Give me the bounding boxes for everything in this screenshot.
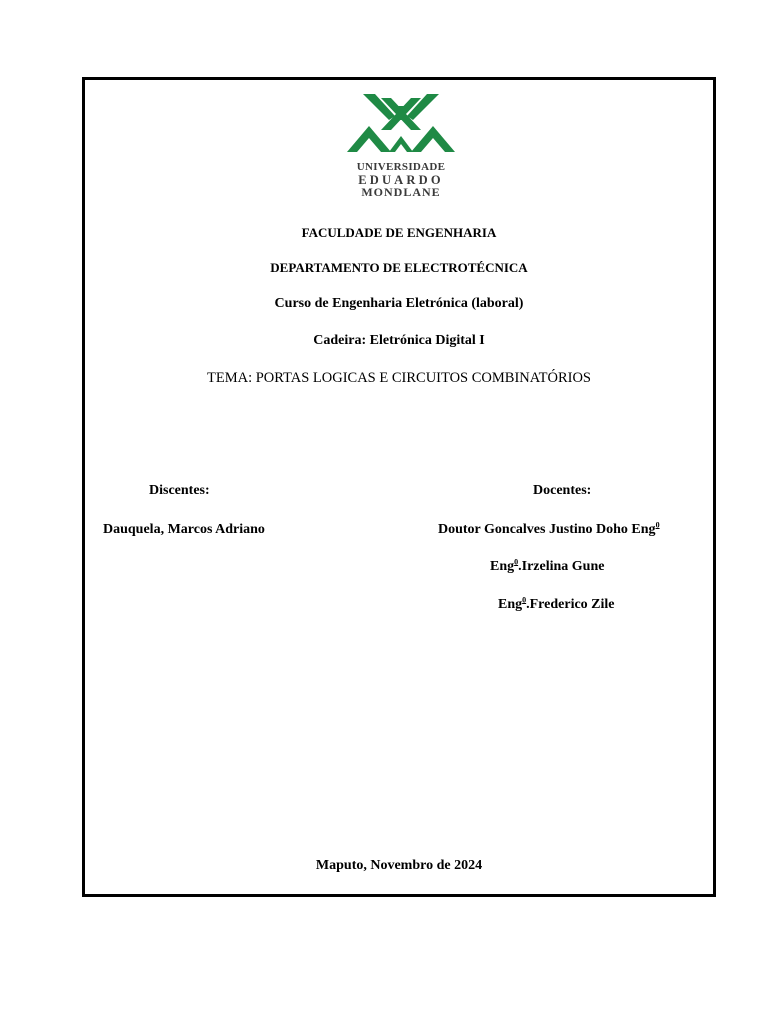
- teacher-2-title-sup: 0: [514, 557, 519, 567]
- teacher-3-title-sup: 0: [522, 595, 527, 605]
- logo-text-line1: UNIVERSIDADE: [356, 161, 446, 173]
- course-title: Curso de Engenharia Eletrónica (laboral): [274, 296, 524, 311]
- place-and-date: Maputo, Novembro de 2024: [315, 858, 483, 873]
- university-emblem-icon: [345, 90, 457, 160]
- teacher-name-2: [490, 559, 604, 575]
- university-logo: [345, 90, 457, 200]
- subject-title: Cadeira: Eletrónica Digital I: [313, 333, 485, 348]
- student-name: Dauquela, Marcos Adriano: [103, 522, 265, 537]
- page-frame: [82, 77, 716, 897]
- logo-text-line3: MONDLANE: [361, 185, 441, 199]
- teacher-1-title-sup: 0: [655, 520, 660, 530]
- teacher-name-1: [438, 522, 660, 538]
- teacher-3-prefix: Eng: [498, 597, 523, 612]
- teacher-3-name: .Frederico Zile: [526, 597, 615, 612]
- department-title: DEPARTAMENTO DE ELECTROTÉCNICA: [270, 260, 528, 275]
- logo-text-line2: EDUARDO: [358, 173, 444, 187]
- theme-title: TEMA: PORTAS LOGICAS E CIRCUITOS COMBINATÓRIOS: [206, 370, 591, 386]
- faculty-title: FACULDADE DE ENGENHARIA: [301, 225, 497, 240]
- teacher-2-name: .Irzelina Gune: [518, 559, 605, 574]
- students-label: Discentes:: [149, 483, 210, 498]
- teacher-2-prefix: Eng: [490, 559, 515, 574]
- teachers-label: Docentes:: [533, 483, 592, 498]
- teacher-name-1-text: Doutor Goncalves Justino Doho Eng: [438, 522, 656, 537]
- teacher-name-3: [498, 597, 615, 613]
